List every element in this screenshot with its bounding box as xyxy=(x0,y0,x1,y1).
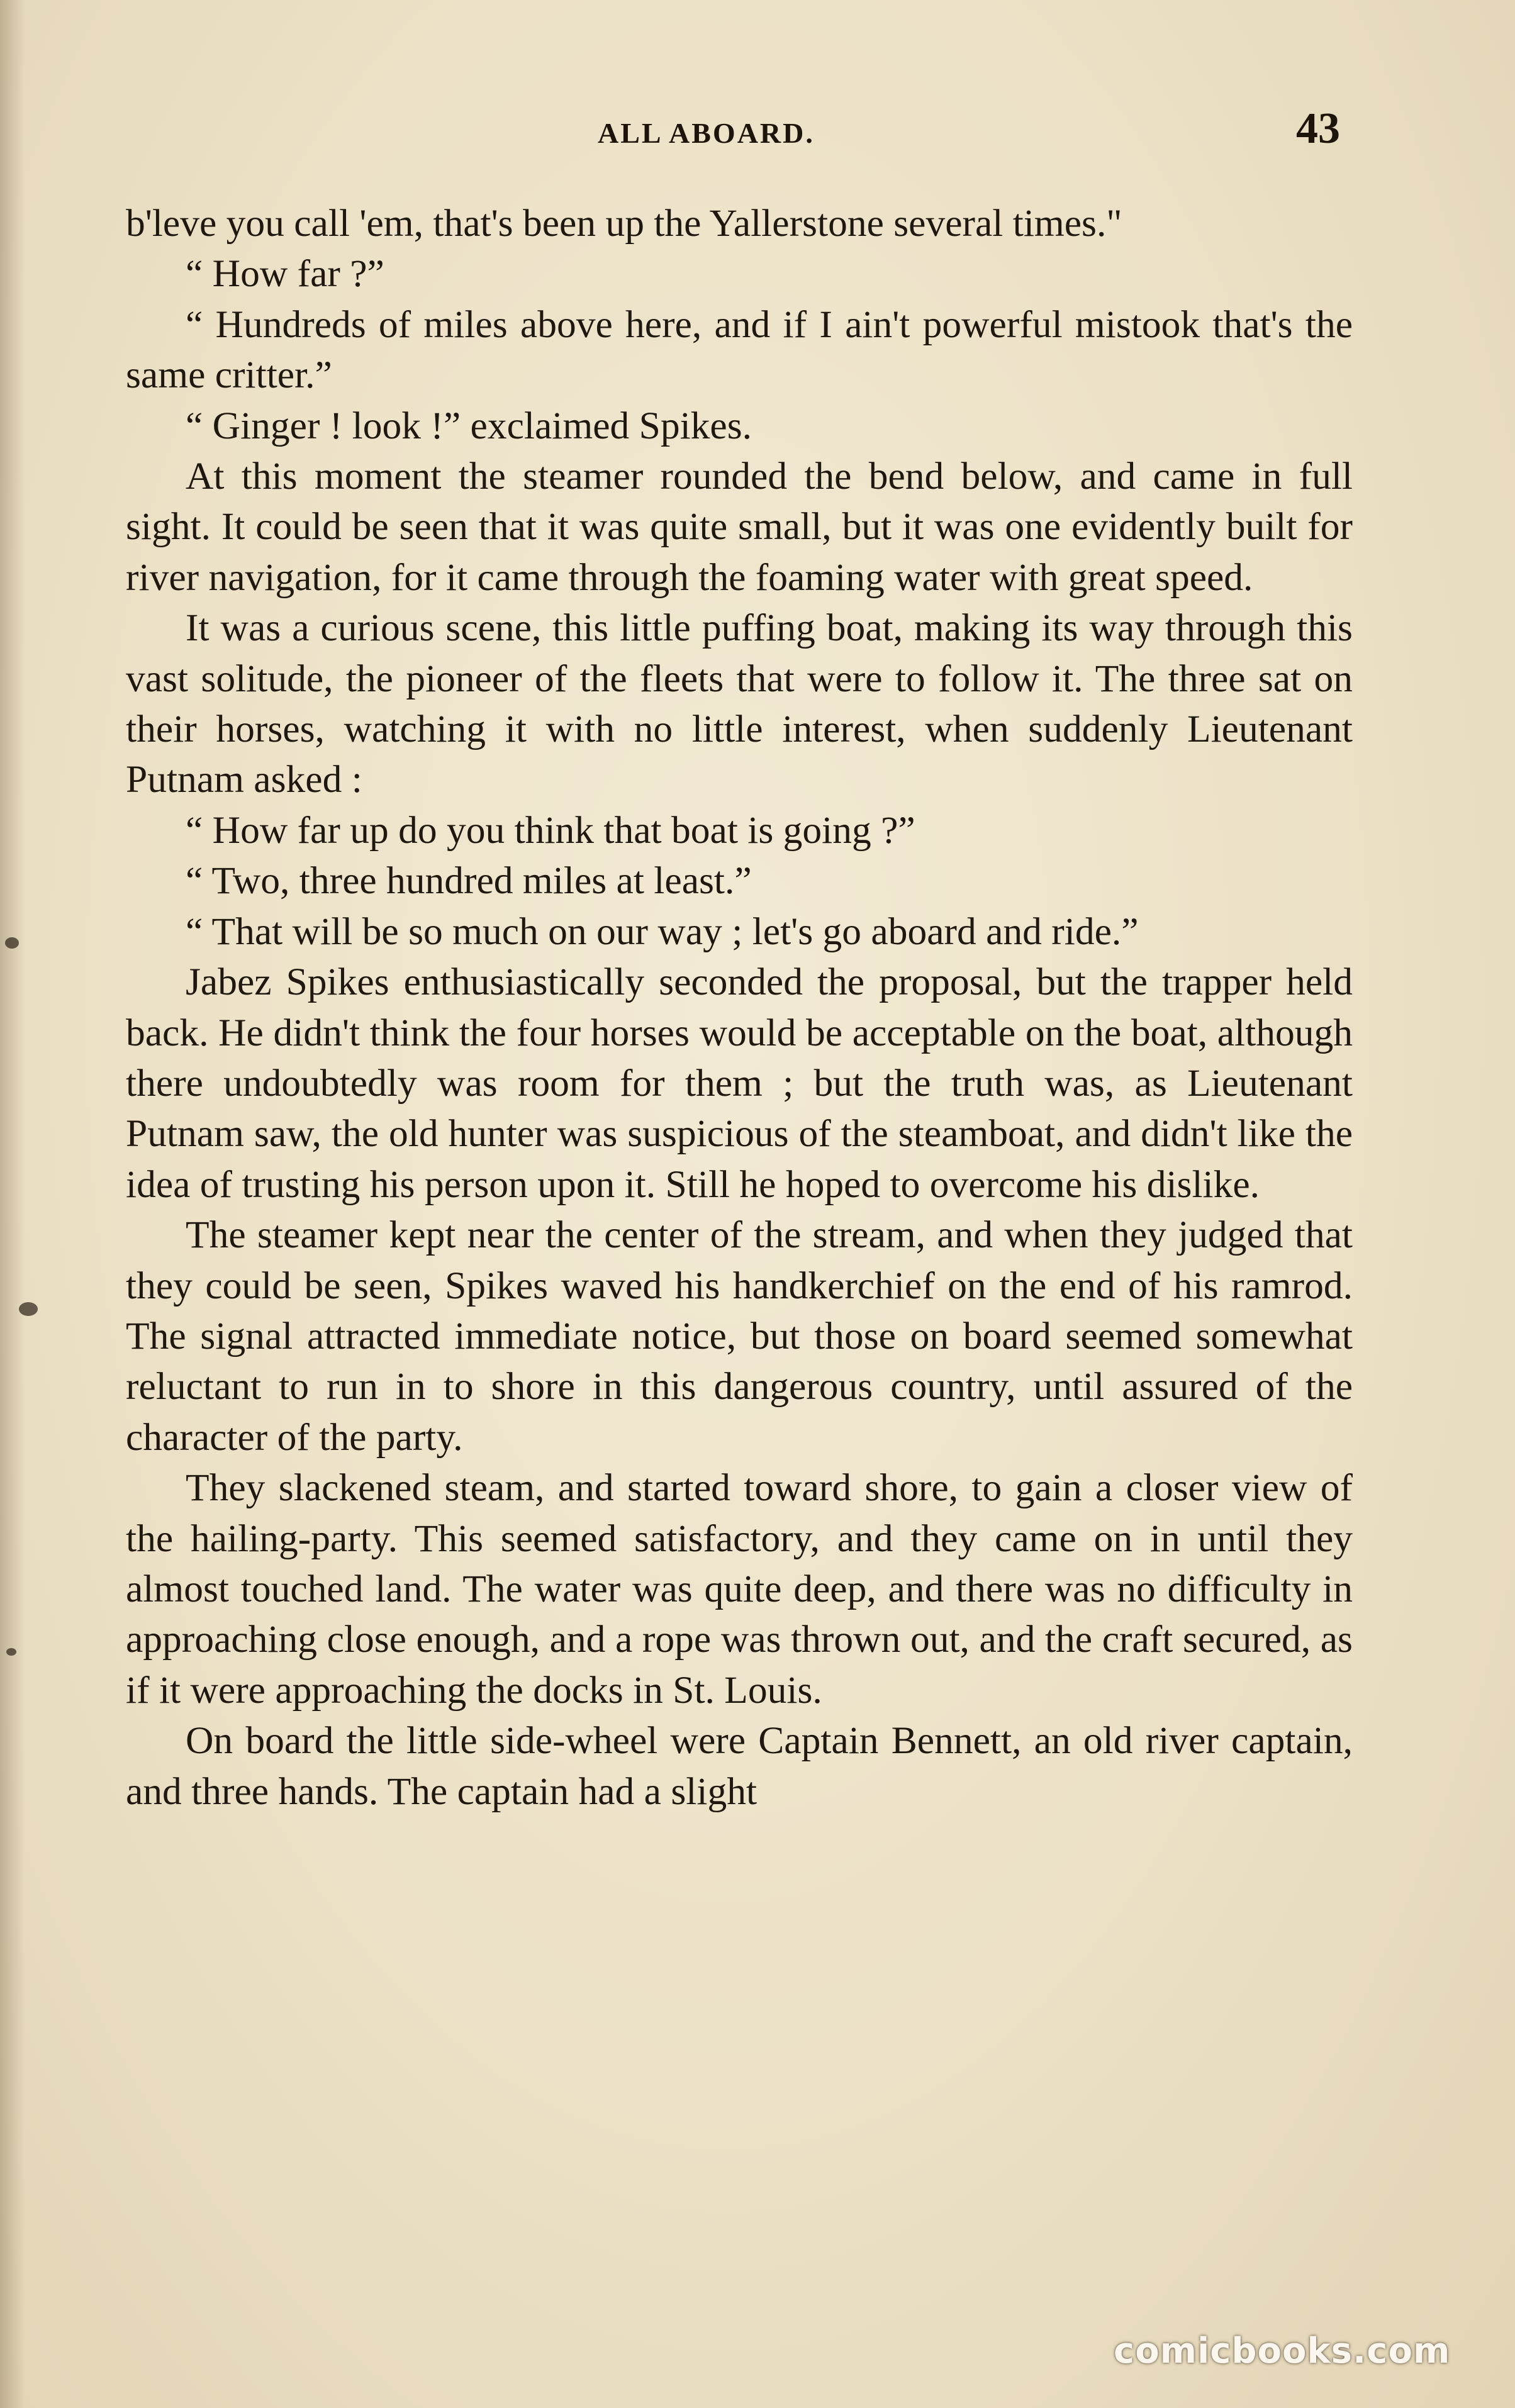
margin-stain xyxy=(19,1302,38,1316)
paragraph: Jabez Spikes enthusiastically seconded the proposal, but the trapper held back. He didn't think the four horses would be acceptable on the boat, although there undoubtedly was room for them ; but the truth was, as Lieutenant Putnam saw, the old hunter was suspicious of the steamboat, and didn't like the idea of trusting his person upon it. Still he hoped to overcome his dislike. xyxy=(126,961,1353,1206)
page-edge-shadow xyxy=(0,0,25,2408)
page-header xyxy=(0,104,1515,154)
paragraph: The steamer kept near the center of the stream, and when they judged that they could be seen, Spikes waved his handkerchief on the end of his ramrod. The signal attracted immediate notice, but those on board seemed somewhat reluctant to run in to shore in this dangerous country, until assured of the character of the party. xyxy=(126,1213,1353,1459)
margin-stain xyxy=(5,937,19,949)
paragraph: They slackened steam, and started toward shore, to gain a closer view of the hailing-party. This seemed satisfactory, and they came on in until they almost touched land. The water was quite deep, and there was no difficulty in approaching close enough, and a rope was thrown out, and the craft secured, as if it were approaching the docks in St. Louis. xyxy=(126,1466,1353,1712)
paragraph: “ Hundreds of miles above here, and if I ain't powerful mistook that's the same critter.” xyxy=(126,303,1353,397)
paragraph: At this moment the steamer rounded the bend below, and came in full sight. It could be seen that it was quite small, but it was one evidently built for river navigation, for it came through the foaming water with great speed. xyxy=(126,455,1353,599)
paragraph: b'leve you call 'em, that's been up the Yallerstone several times." xyxy=(126,202,1122,245)
margin-stain xyxy=(6,1648,16,1656)
paragraph: “ How far up do you think that boat is going ?” xyxy=(186,808,915,852)
running-head: ALL ABOARD. xyxy=(598,117,815,149)
paragraph: “ Ginger ! look !” exclaimed Spikes. xyxy=(186,404,752,447)
paragraph: “ Two, three hundred miles at least.” xyxy=(186,859,752,903)
body-text xyxy=(126,198,1353,1817)
watermark-text: comicbooks.com xyxy=(1114,2331,1451,2372)
paragraph: “ How far ?” xyxy=(186,252,384,296)
paragraph: “ That will be so much on our way ; let's go aboard and ride.” xyxy=(186,910,1139,953)
page-number: 43 xyxy=(1296,104,1340,153)
paragraph: It was a curious scene, this little puffing boat, making its way through this vast solitude, the pioneer of the fleets that were to follow it. The three sat on their horses, watching it with no little interest, when suddenly Lieutenant Putnam asked : xyxy=(126,606,1353,801)
paragraph: On board the little side-wheel were Captain Bennett, an old river captain, and three hands. The captain had a slight xyxy=(126,1719,1353,1813)
